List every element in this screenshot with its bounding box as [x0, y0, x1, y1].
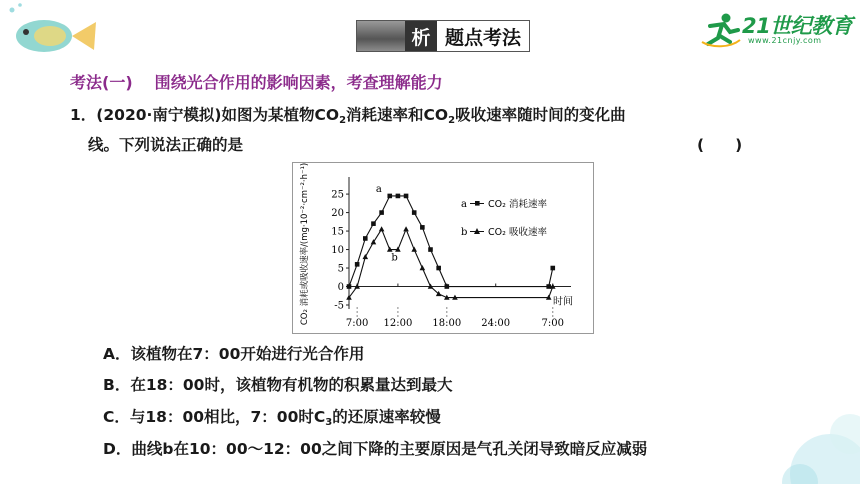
coral-decoration: [700, 364, 860, 484]
series-a-point: [363, 236, 368, 241]
fish-decoration: [0, 0, 110, 60]
series-b-point: [379, 226, 385, 231]
option-c[interactable]: [103, 405, 441, 428]
x-tick-label: 24:00: [481, 318, 511, 329]
series-a-point: [355, 262, 360, 267]
series-a-point: [550, 266, 555, 271]
option-a[interactable]: A．该植物在7：00开始进行光合作用: [103, 345, 365, 363]
series-a-point: [412, 210, 417, 215]
section-label: 考法(一): [70, 73, 133, 92]
series-b-point: [403, 226, 409, 231]
series-b-point: [420, 265, 426, 270]
series-a-point: [387, 194, 392, 199]
question-line-2: 线。下列说法正确的是: [88, 136, 244, 154]
series-b-point: [411, 247, 417, 252]
option-c-text-b: 的还原速率较慢: [332, 408, 441, 426]
legend-a-marker: [475, 201, 480, 206]
legend-a-text: CO₂ 消耗速率: [488, 199, 547, 210]
series-a-point: [420, 225, 425, 230]
x-tick-label: 18:00: [432, 318, 462, 329]
logo-subtext: www.21cnjy.com: [748, 36, 822, 45]
banner-bar: [357, 21, 405, 51]
question-source: (2020·南宁模拟): [96, 106, 222, 124]
y-tick-label: 25: [331, 189, 344, 201]
question-text-c: 吸收速率随时间的变化曲: [455, 106, 626, 124]
subscript: 2: [448, 115, 456, 126]
x-tick-label: 12:00: [383, 318, 413, 329]
series-a-point: [428, 247, 433, 252]
runner-logo-icon: [700, 12, 742, 48]
x-tick-label: 7:00: [345, 318, 369, 329]
subscript: 2: [339, 115, 347, 126]
series-a-label: a: [375, 184, 382, 196]
series-a-point: [436, 266, 441, 271]
x-tick-label: 7:00: [541, 318, 565, 329]
x-axis-label: 时间: [553, 296, 573, 308]
series-a-point: [404, 194, 409, 199]
series-b-point: [363, 254, 369, 259]
y-tick-label: 20: [331, 208, 344, 220]
y-tick-label: 0: [337, 282, 344, 294]
option-c-text-a: C．与18：00相比，7：00时C: [103, 408, 326, 426]
question-text-a: 如图为某植物CO: [221, 106, 340, 124]
logo-text: 21世纪教育: [742, 14, 853, 38]
series-a-point: [445, 284, 450, 289]
legend-a-letter: a: [461, 199, 467, 210]
section-banner: [356, 20, 530, 52]
answer-bracket: ( ): [697, 136, 743, 154]
series-a-point: [347, 284, 352, 289]
banner-title: 题点考法: [445, 26, 522, 49]
question-line-1: [70, 103, 626, 126]
y-tick-label: 10: [331, 245, 344, 257]
section-heading: [70, 70, 443, 93]
option-d[interactable]: D．曲线b在10：00～12：00之间下降的主要原因是气孔关闭导致暗反应减弱: [103, 440, 648, 458]
series-a-point: [371, 221, 376, 226]
rate-chart: [292, 162, 594, 334]
y-tick-label: 5: [337, 263, 344, 275]
legend-b-letter: b: [461, 227, 468, 238]
question-number: 1．: [70, 106, 97, 124]
legend-b-text: CO₂ 吸收速率: [488, 227, 547, 238]
subscript: 3: [325, 417, 333, 428]
y-axis-label: CO₂ 消耗或吸收速率/(mg·10⁻²·cm⁻²·h⁻¹): [300, 163, 310, 326]
question-text-b: 消耗速率和CO: [346, 106, 449, 124]
chart-svg: [293, 163, 593, 333]
series-a-point: [396, 194, 401, 199]
option-b[interactable]: B．在18：00时，该植物有机物的积累量达到最大: [103, 376, 453, 394]
series-a-point: [379, 210, 384, 215]
y-tick-label: 15: [331, 226, 344, 238]
series-b-label: b: [391, 252, 398, 264]
series-line-b: [349, 229, 553, 297]
section-text: 围绕光合作用的影响因素，考查理解能力: [154, 73, 443, 92]
banner-word: 析: [405, 21, 437, 51]
y-tick-label: -5: [334, 300, 344, 312]
